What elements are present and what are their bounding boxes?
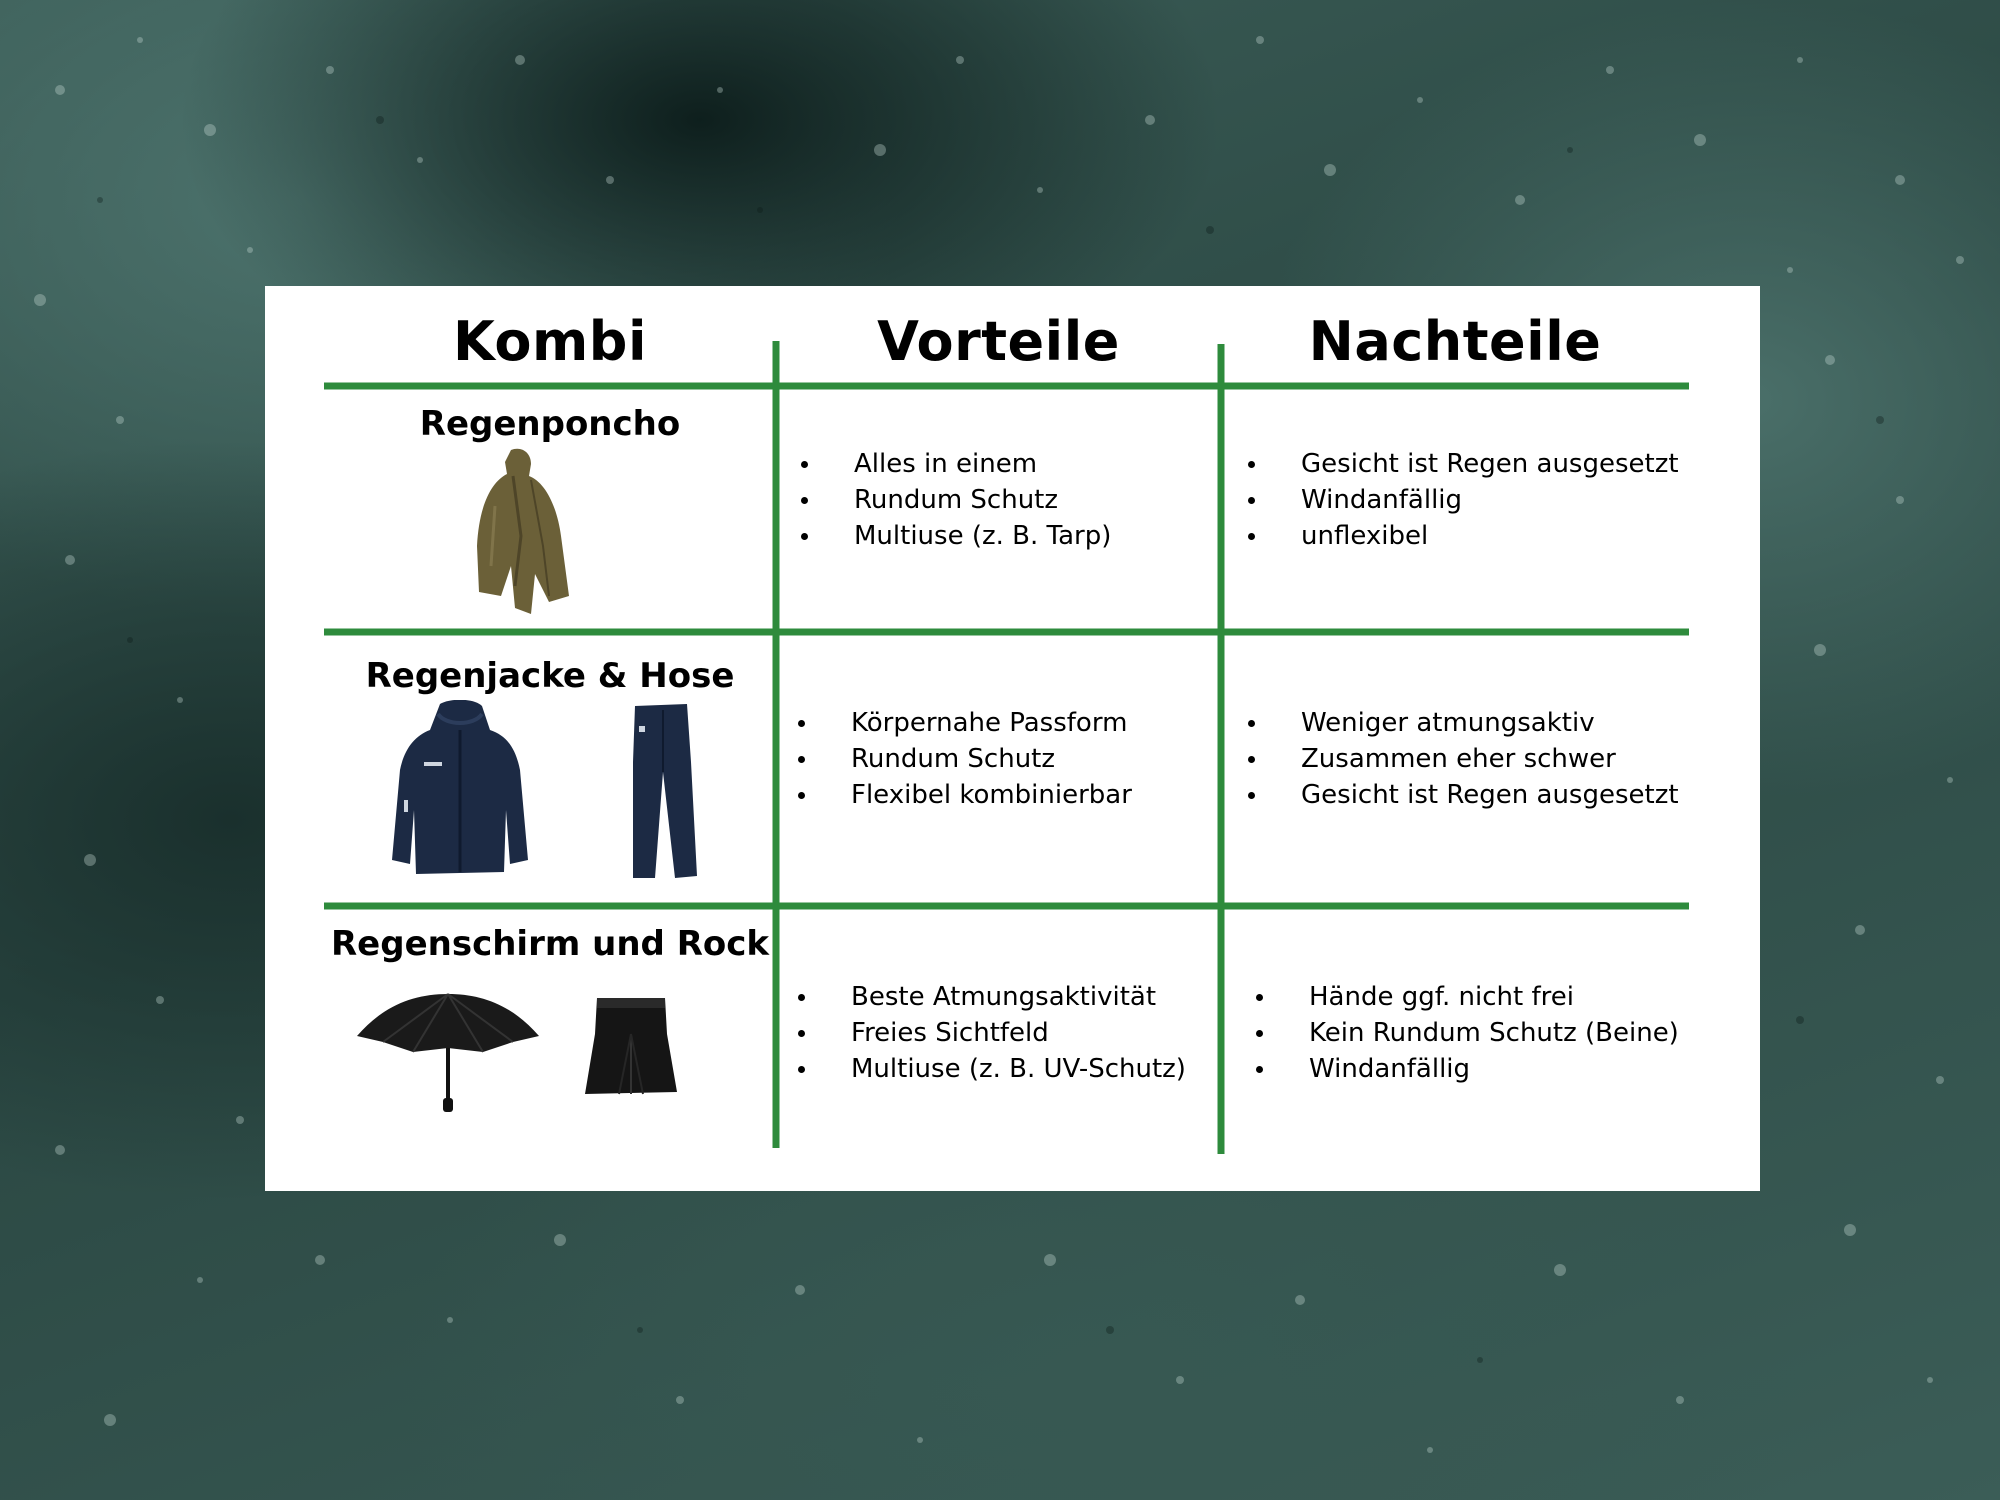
list-item: Zusammen eher schwer: [1245, 741, 1679, 777]
header-vorteile: Vorteile: [877, 310, 1120, 373]
rain-jacket-image: [390, 700, 530, 880]
list-item: unflexibel: [1245, 518, 1679, 554]
rain-skirt-image: [583, 994, 679, 1098]
list-item: Kein Rundum Schutz (Beine): [1253, 1015, 1679, 1051]
list-item: Flexibel kombinierbar: [795, 777, 1132, 813]
list-item: Hände ggf. nicht frei: [1253, 979, 1679, 1015]
list-item: Weniger atmungsaktiv: [1245, 705, 1679, 741]
list-item: Gesicht ist Regen ausgesetzt: [1245, 446, 1679, 482]
row3-vorteile-list: [795, 979, 1186, 1087]
comparison-card: [265, 286, 1760, 1191]
list-item: Multiuse (z. B. UV-Schutz): [795, 1051, 1186, 1087]
list-item: Windanfällig: [1253, 1051, 1679, 1087]
row1-vorteile-list: [798, 446, 1111, 554]
list-item: Rundum Schutz: [795, 741, 1132, 777]
list-item: Alles in einem: [798, 446, 1111, 482]
umbrella-image: [353, 986, 543, 1116]
rain-pants-image: [625, 702, 705, 882]
row2-nachteile-list: [1245, 705, 1679, 813]
header-kombi: Kombi: [453, 310, 647, 373]
row2-vorteile-list: [795, 705, 1132, 813]
list-item: Beste Atmungsaktivität: [795, 979, 1186, 1015]
list-item: Körpernahe Passform: [795, 705, 1132, 741]
row-title-regenponcho: Regenponcho: [419, 404, 681, 444]
row3-nachteile-list: [1253, 979, 1679, 1087]
list-item: Gesicht ist Regen ausgesetzt: [1245, 777, 1679, 813]
list-item: Rundum Schutz: [798, 482, 1111, 518]
list-item: Freies Sichtfeld: [795, 1015, 1186, 1051]
row-title-regenschirm-rock: Regenschirm und Rock: [330, 924, 769, 964]
row-title-regenjacke-hose: Regenjacke & Hose: [365, 656, 735, 696]
header-nachteile: Nachteile: [1308, 310, 1602, 373]
list-item: Windanfällig: [1245, 482, 1679, 518]
poncho-image: [465, 446, 575, 616]
list-item: Multiuse (z. B. Tarp): [798, 518, 1111, 554]
row1-nachteile-list: [1245, 446, 1679, 554]
